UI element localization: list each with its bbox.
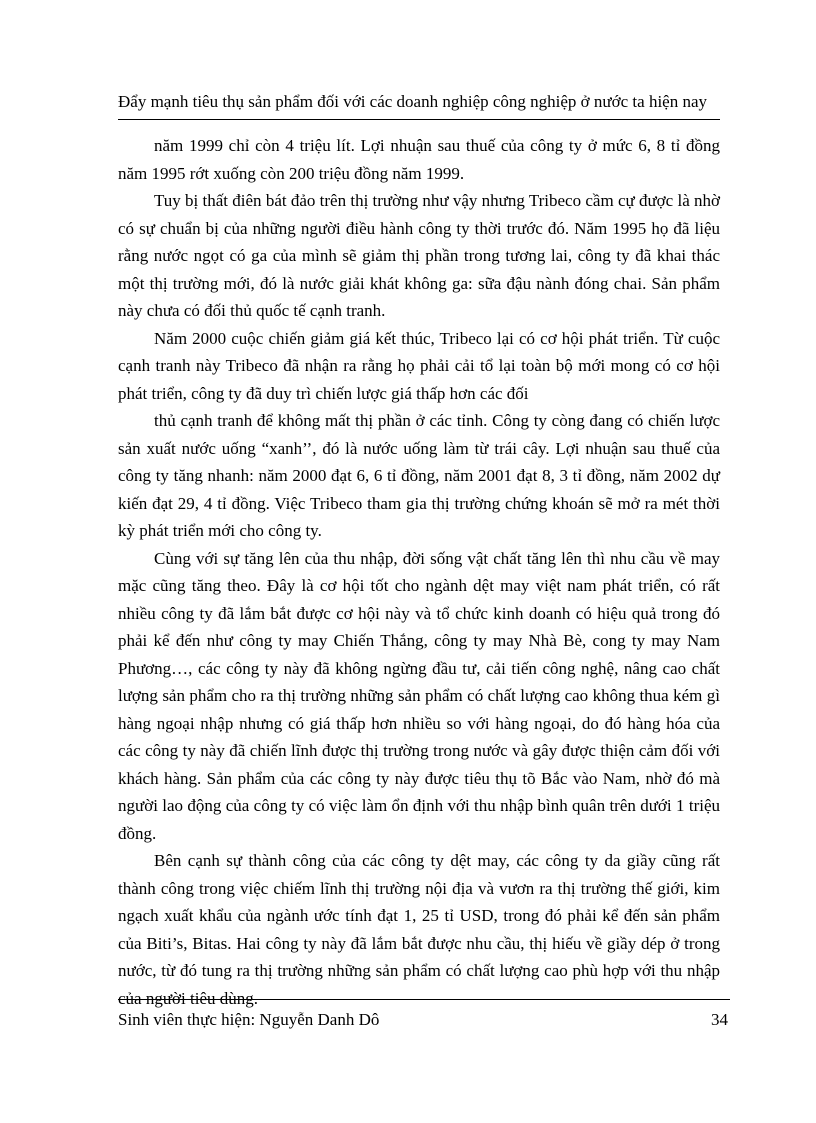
paragraph-1: năm 1999 chỉ còn 4 triệu lít. Lợi nhuận sau thuế của công ty ở mức 6, 8 tỉ đồng năm 1995 rớt xuống còn 200 triệu đồng năm 1999. [118, 136, 720, 183]
page-number: 34 [711, 1010, 728, 1029]
page-header: Đẩy mạnh tiêu thụ sản phẩm đối với các doanh nghiệp công nghiệp ở nước ta hiện nay [118, 92, 708, 111]
header-divider [118, 119, 720, 120]
paragraph-4: thủ cạnh tranh để không mất thị phần ở các tỉnh. Công ty còng đang có chiến lược sản xuất nước uống “xanh’’, đó là nước uống làm từ trái cây. Lợi nhuận sau thuế của công ty tăng nhanh: năm 2000 đạt 6, 6 tỉ đồng, năm 2001 đạt 8, 3 tỉ đồng, năm 2002 dự kiến đạt 29, 4 tỉ đồng. Việc Tribeco tham gia thị trường chứng khoán sẽ mở ra mét thời kỳ phát triển mới cho công ty. [118, 411, 720, 540]
body-text [118, 132, 720, 1012]
paragraph-3: Năm 2000 cuộc chiến giảm giá kết thúc, Tribeco lại có cơ hội phát triển. Từ cuộc cạnh tranh này Tribeco đã nhận ra rằng họ phải cải tổ lại toàn bộ mới mong có cơ hội phát triển, công ty đã duy trì chiến lược giá thấp hơn các đối [118, 328, 720, 403]
footer-divider [118, 999, 730, 1000]
paragraph-2: Tuy bị thất điên bát đảo trên thị trường như vậy nhưng Tribeco cầm cự được là nhờ có sự chuẩn bị của những người điều hành công ty thời trước đó. Năm 1995 họ đã liệu rằng nước ngọt có ga của mình sẽ giảm thị phần trong tương lai, công ty đã khai thác một thị trường mới, đó là nước giải khát không ga: sữa đậu nành đóng chai. Sản phẩm này chưa có đối thủ quốc tế cạnh tranh. [118, 191, 720, 320]
footer-author: Sinh viên thực hiện: Nguyễn Danh Dô [118, 1010, 380, 1029]
paragraph-6: Bên cạnh sự thành công của các công ty dệt may, các công ty da giầy cũng rất thành công trong việc chiếm lĩnh thị trường nội địa và vươn ra thị trường thế giới, kim ngạch xuất khẩu của ngành ước tính đạt 1, 25 tỉ USD, trong đó phải kể đến sản phẩm của Biti’s, Bitas. Hai công ty này đã lắm bắt được nhu cầu, thị hiếu về giầy dép ở trong nước, từ đó tung ra thị trường những sản phẩm có chất lượng cao phù hợp với thu nhập của người tiêu dùng. [118, 851, 720, 1008]
paragraph-5: Cùng với sự tăng lên của thu nhập, đời sống vật chất tăng lên thì nhu cầu về may mặc cũng tăng theo. Đây là cơ hội tốt cho ngành dệt may việt nam phát triển, có rất nhiều công ty đã lắm bắt được cơ hội này và tổ chức kinh doanh có hiệu quả trong đó phải kể đến như công ty may Chiến Thắng, công ty may Nhà Bè, cong ty may Nam Phương…, các công ty này đã không ngừng đầu tư, cải tiến công nghệ, nâng cao chất lượng sản phẩm cho ra thị trường những sản phẩm có chất lượng cao không thua kém gì hàng ngoại nhập nhưng có giá thấp hơn nhiều so với hàng ngoại, do đó hàng hóa của các công ty này đã chiến lĩnh được thị trường trong nước và gây được thiện cảm đối với khách hàng. Sản phẩm của các công ty này được tiêu thụ tõ Bắc vào Nam, nhờ đó mà người lao động của công ty có việc làm ổn định với thu nhập bình quân trên dưới 1 triệu đồng. [118, 548, 720, 843]
